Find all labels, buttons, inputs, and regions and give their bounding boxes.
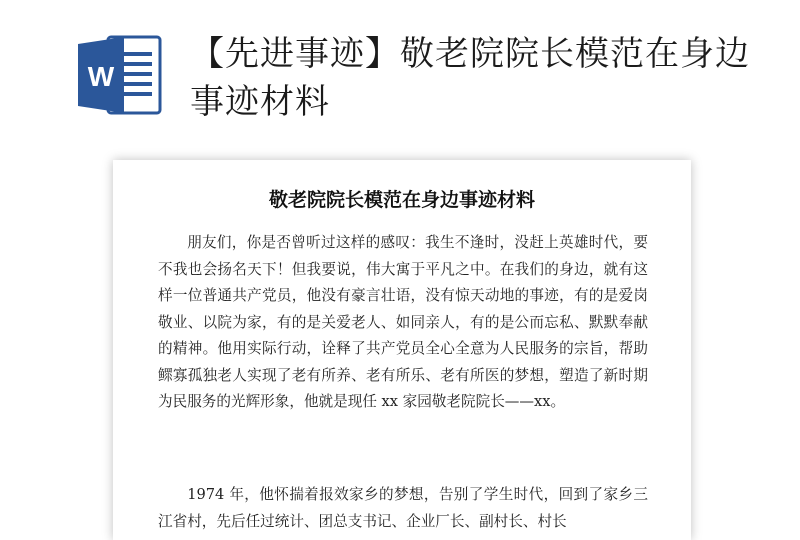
page-title: 【先进事迹】敬老院院长模范在身边事迹材料	[190, 34, 750, 122]
word-document-icon	[78, 34, 164, 116]
document-title: 敬老院院长模范在身边事迹材料	[268, 189, 535, 211]
document-page	[113, 160, 691, 540]
paragraph: 1974 年，他怀揣着报效家乡的梦想，告别了学生时代，回到了家乡三江省村，先后任过统计、团总支书记、企业厂长、副村长、村长	[158, 486, 648, 530]
header	[0, 0, 800, 140]
paragraph: 朋友们，你是否曾听过这样的感叹：我生不逢时，没赶上英雄时代，要不我也会扬名天下！但我要说，伟大寓于平凡之中。在我们的身边，就有这样一位普通共产党员，他没有豪言壮语，没有惊天动地的事迹，有的是爱岗敬业、以院为家，有的是关爱老人、如同亲人，有的是公而忘私、默默奉献的精神。他用实际行动，诠释了共产党员全心全意为人民服务的宗旨，帮助鳏寡孤独老人实现了老有所养、老有所乐、老有所医的梦想，塑造了新时期为民服务的光辉形象，他就是现任 xx 家园敬老院院长——xx。	[158, 234, 648, 410]
word-icon-letter: W	[87, 61, 115, 92]
